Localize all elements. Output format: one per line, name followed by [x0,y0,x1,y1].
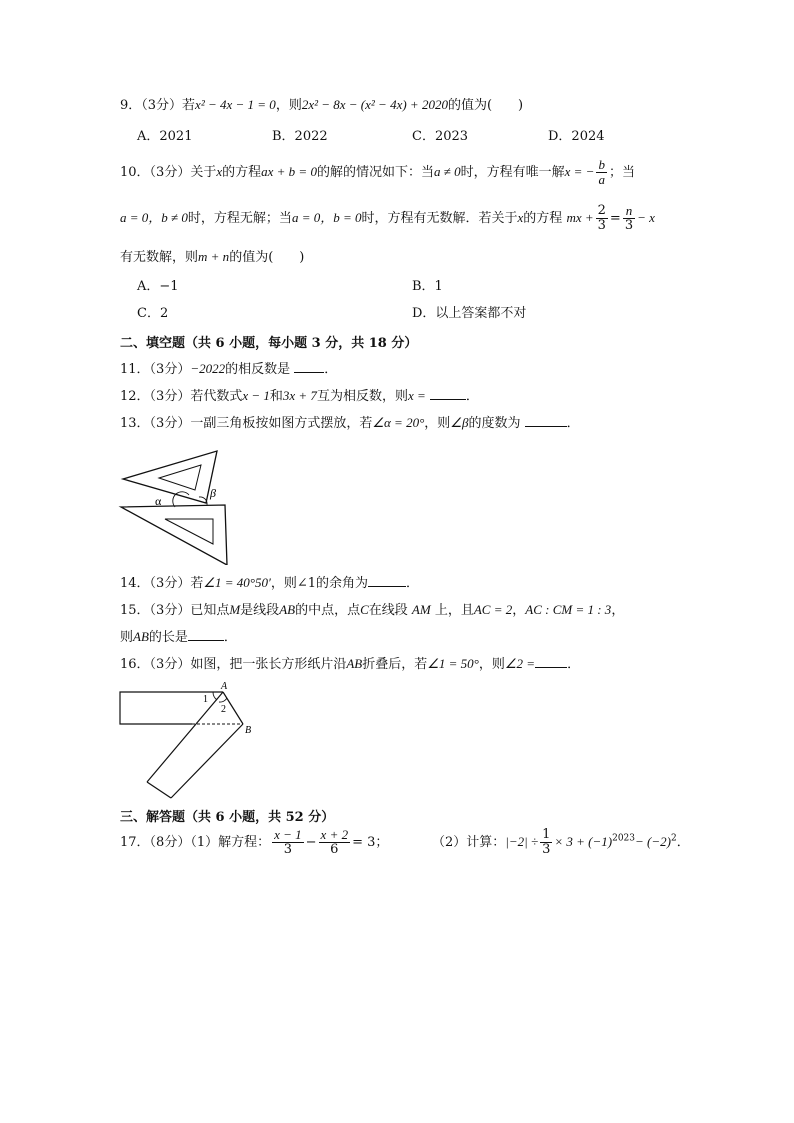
q17-minus: − [305,835,317,850]
figure-13-triangles [115,445,235,565]
q17-frac2-num: x + 2 [320,827,349,842]
q16-ab: AB [346,656,363,671]
question-13 [120,414,580,433]
q17-end: ． [676,835,690,850]
q10-var-x: x [216,164,223,179]
question-15-line-2 [120,628,237,647]
q15-head: 15．（3分）已知点 [120,603,230,618]
q10-cond-3: a = 0，b = 0 [291,210,362,225]
q10-t1: 的方程 [222,165,262,180]
q13-head: 13．（3分）一副三角板按如图方式摆放，若 [120,416,373,431]
question-17-part-2 [432,828,690,857]
q12-expr-3: x = [407,388,426,403]
q17-exponent-2: 2 [670,833,677,844]
q10-frac2-num: 2 [597,203,606,218]
q15-c: C [360,602,369,617]
question-11 [120,360,337,379]
q15-t5: ， [512,603,526,618]
q10-l3a: 有无数解，则 [120,250,199,265]
figure-16-folded-paper [115,678,265,803]
q10-cond-1: a ≠ 0 [433,164,461,179]
q12-t1: 和 [269,389,283,404]
q15-l2c: 的长是 [148,630,188,645]
q9-option-d: D．2024 [548,129,605,144]
q17-eq: = 3； [352,835,389,850]
q17-fraction-2 [319,828,351,857]
q12-expr-2: 3x + 7 [282,388,317,403]
question-10-line-2 [120,204,655,233]
q17-fraction-3 [540,828,552,857]
q10-fraction-2-3 [596,204,608,233]
q10-cond-2: a = 0，b ≠ 0 [120,210,188,225]
q9-expression: 2x² − 8x − (x² − 4x) + 2020 [301,97,448,112]
q10-eq-left: mx + [566,210,594,225]
fig13-beta-label: β [210,486,216,500]
question-10-line-3 [120,248,304,267]
q15-l2a: 则 [120,630,134,645]
q15-t4: 上，且 [434,603,474,618]
q10-head: 10．（3分）关于 [120,165,217,180]
q10-fraction-b-a [596,158,607,187]
q11-end: ． [324,362,338,377]
q11-expr: −2022 [190,361,226,376]
q14-angle-value: ∠1 = 40°50′ [203,575,271,590]
question-9 [120,96,523,115]
q10-option-b: B．1 [412,279,443,294]
q15-am: AM [411,602,431,617]
q10-equals: = [609,211,621,226]
q9-condition: x² − 4x − 1 = 0 [195,97,276,112]
q17-frac1-num: x − 1 [274,827,302,842]
q11-head: 11．（3分） [120,362,191,377]
q15-ac-value: AC = 2 [473,602,513,617]
q9-option-a: A．2021 [137,129,193,144]
q15-t2: 的中点，点 [295,603,361,618]
q16-head: 16．（3分）如图，把一张长方形纸片沿 [120,657,347,672]
q17-calc-2: × 3 + (−1) [554,834,613,849]
q13-end: ． [566,416,580,431]
q12-head: 12．（3分）若代数式 [120,389,243,404]
q15-answer-blank[interactable] [188,628,224,641]
q13-answer-blank[interactable] [525,414,567,427]
fig16-label-b: B [245,725,252,736]
q10-l2f: 的方程 [523,211,563,226]
q10-frac3-num: n [623,204,635,219]
q14-head: 14．（3分）若 [120,576,204,591]
q13-beta: ∠β [450,415,469,430]
question-17 [120,828,388,857]
q17-exponent: 2023 [612,833,636,844]
q12-answer-blank[interactable] [430,387,466,400]
q16-end: ． [567,657,581,672]
q17-frac1-den: 3 [283,842,292,857]
q15-ab-2: AB [133,629,149,644]
q14-end: ． [405,576,419,591]
q12-t2: 互为相反数，则 [316,389,408,404]
q9-option-c: C．2023 [412,129,469,144]
q9-option-b: B．2022 [272,129,328,144]
fig16-label-2: 2 [221,704,226,715]
q11-answer-blank[interactable] [294,360,324,373]
q10-frac2-den: 3 [597,218,606,233]
q9-head: 9．（3分）若 [120,98,196,113]
q15-ab: AB [279,602,296,617]
q10-l2d: 时，方程有无数解．若关于 [361,211,518,226]
q10-frac-num: b [598,157,605,172]
q10-t2: 的解的情况如下：当 [316,165,434,180]
q15-ratio: AC : CM = 1 : 3 [525,602,612,617]
q9-tail: 的值为( ) [447,98,524,113]
question-12 [120,387,479,406]
q10-frac3-den: 3 [624,218,634,233]
q12-end: ． [465,389,479,404]
section-3-heading: 三、解答题（共 6 小题，共 52 分） [120,810,335,825]
q10-eq-right: − x [637,210,655,225]
q15-m: M [229,602,241,617]
q13-alpha-value: ∠α = 20° [372,415,425,430]
q13-t1: ，则 [424,416,451,431]
q10-option-c: C．2 [137,306,169,321]
question-10-line-1 [120,158,635,187]
section-2-heading: 二、填空题（共 6 小题，每小题 3 分，共 18 分） [120,336,418,351]
q10-t4: ；当 [608,165,635,180]
q10-l3c: 的值为( ) [229,250,305,265]
q17-frac3-den: 3 [542,842,551,857]
q10-equation: ax + b = 0 [261,164,317,179]
q10-t3: 时，方程有唯一解 [460,165,565,180]
q10-fraction-n-3 [623,204,635,233]
q9-mid: ，则 [275,98,302,113]
q16-t1: 折叠后，若 [362,657,428,672]
q10-l2b: 时，方程无解；当 [187,211,292,226]
q13-t2: 的度数为 [468,416,521,431]
q16-angle-1: ∠1 = 50° [427,656,479,671]
q11-tail: 的相反数是 [225,362,291,377]
fig16-label-1: 1 [203,694,208,705]
question-14 [120,574,419,593]
q16-t2: ，则 [478,657,505,672]
question-16 [120,655,580,674]
q15-t3: 在线段 [368,603,408,618]
fig16-label-a: A [221,681,228,692]
q17-part2-label: （2）计算： [432,835,506,850]
fig13-alpha-label: α [155,494,162,508]
q16-angle-2: ∠2 = [504,656,536,671]
q10-m-plus-n: m + n [198,249,230,264]
q15-end: ． [223,630,237,645]
q12-expr-1: x − 1 [242,388,270,403]
q10-var-x2: x [517,210,524,225]
q10-frac-den: a [598,172,605,187]
q17-head: 17．（8分）（1）解方程： [120,835,271,850]
q15-t6: ， [611,603,625,618]
q17-fraction-1 [272,828,304,857]
q17-frac3-num: 1 [542,827,551,842]
q17-frac2-den: 6 [330,842,339,857]
q10-option-d: D．以上答案都不对 [412,306,527,321]
q14-t1: ，则∠1的余角为 [270,576,368,591]
q17-calc-3: − (−2) [635,834,671,849]
q10-option-a: A．−1 [137,279,179,294]
q10-solution: x = − [564,164,595,179]
q14-answer-blank[interactable] [368,574,406,587]
q17-calc-1: |−2| ÷ [505,834,539,849]
q16-answer-blank[interactable] [535,655,567,668]
question-15-line-1 [120,601,624,620]
q15-t1: 是线段 [240,603,280,618]
